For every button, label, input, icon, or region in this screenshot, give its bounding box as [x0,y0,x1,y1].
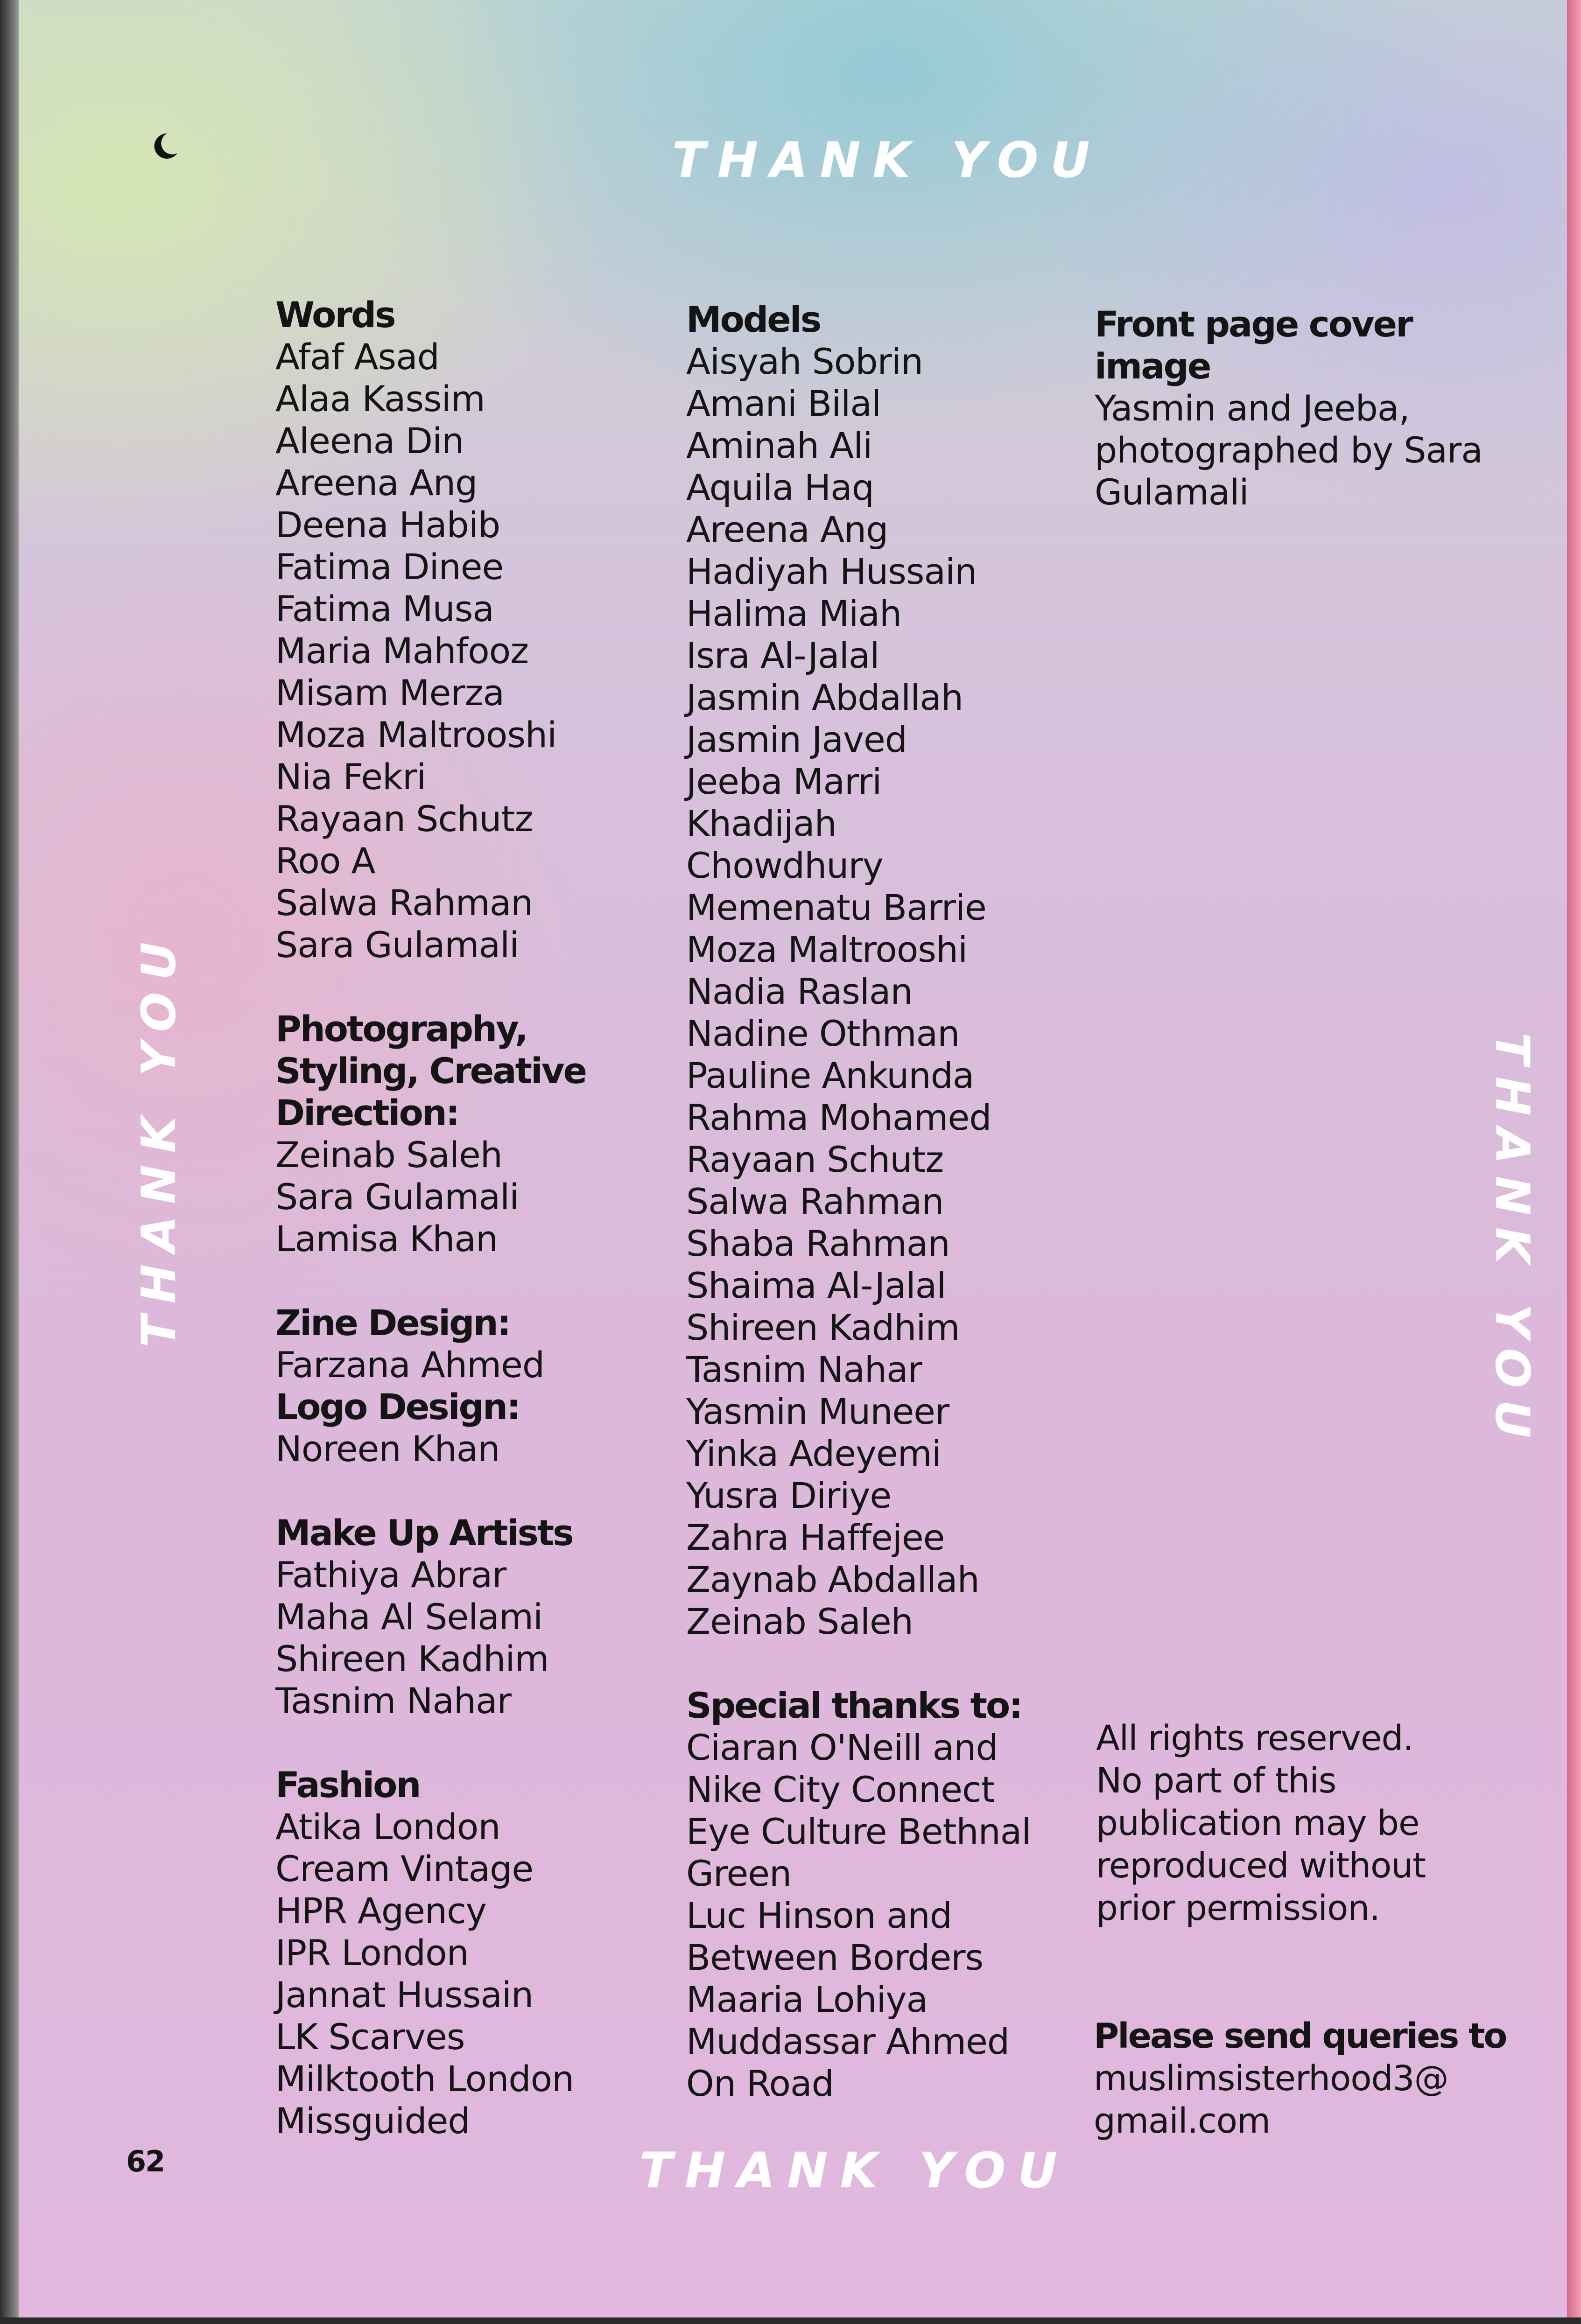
queries-heading: Please send queries to [1094,2016,1506,2056]
credit-name: Isra Al-Jalal [686,635,879,676]
credit-name: Fatima Dinee [275,546,504,588]
section-heading: Front page cover [1095,303,1412,345]
credit-name: Maria Mahfooz [275,630,529,672]
credit-name: Aisyah Sobrin [686,341,923,382]
credit-name: Zaynab Abdallah [686,1559,979,1600]
logo-design-section [275,1386,630,1470]
words-section [275,294,630,966]
section-heading: Photography, [275,1008,527,1050]
thanks-line: Between Borders [686,1937,984,1978]
credit-name: Areena Ang [686,509,888,550]
credit-name: Farzana Ahmed [275,1344,545,1386]
page-spine-edge [0,0,19,2324]
section-heading: Models [686,299,821,340]
credit-name: Moza Maltrooshi [686,929,968,970]
credit-name: Moza Maltrooshi [275,714,557,756]
credit-name: Yinka Adeyemi [686,1433,941,1474]
credit-name: Jeeba Marri [686,761,882,802]
credit-name: Rayaan Schutz [275,798,533,840]
credit-name: Rahma Mohamed [686,1097,991,1138]
credit-name: Pauline Ankunda [686,1055,974,1096]
credit-name: Fatima Musa [275,588,494,630]
credit-name: Sara Gulamali [275,924,519,966]
special-thanks-section [686,1685,1069,2105]
credit-name: Shaima Al-Jalal [686,1265,946,1306]
section-heading: image [1095,345,1210,387]
section-heading: Logo Design: [275,1386,520,1428]
models-section [686,299,1069,1643]
credit-name: Jannat Hussain [275,1974,534,2016]
credit-name: Yusra Diriye [686,1475,892,1516]
credit-name: Nia Fekri [275,756,426,798]
thanks-line: Ciaran O'Neill and [686,1727,998,1768]
credit-name: IPR London [275,1932,469,1974]
credit-name: Jasmin Javed [686,719,907,760]
photography-section [275,1008,630,1260]
credit-name: Amani Bilal [686,383,881,424]
section-heading: Styling, Creative [275,1050,586,1092]
credit-name: Zahra Haffejee [686,1517,945,1558]
section-heading: Direction: [275,1092,459,1134]
credit-name: Deena Habib [275,504,500,546]
credit-name: Nadia Raslan [686,971,913,1012]
credit-name: Atika London [275,1806,500,1848]
queries-contact [1094,2015,1514,2142]
credit-name: Zeinab Saleh [686,1601,913,1642]
credit-name: Aleena Din [275,420,464,462]
cover-credit-line: Yasmin and Jeeba, [1095,387,1410,429]
credit-name: Alaa Kassim [275,378,485,420]
thanks-line: Eye Culture Bethnal [686,1811,1031,1852]
credit-name: Noreen Khan [275,1428,500,1470]
credit-name: Memenatu Barrie [686,887,986,928]
credit-name: Nadine Othman [686,1013,960,1054]
rights-line: No part of this [1096,1761,1336,1801]
credit-name: Lamisa Khan [275,1218,498,1260]
thanks-line: Nike City Connect [686,1769,995,1810]
fashion-section [275,1764,630,2142]
credit-name: Salwa Rahman [686,1181,944,1222]
credit-name: Misam Merza [275,672,505,714]
thanks-line: Luc Hinson and [686,1895,952,1936]
credit-name: Rayaan Schutz [686,1139,944,1180]
credit-name: Salwa Rahman [275,882,533,924]
credits-column-2 [686,299,1069,2105]
rights-line: All rights reserved. [1096,1718,1413,1758]
credit-name: Jasmin Abdallah [686,677,963,718]
thank-you-banner-right: THANK YOU [1485,1032,1540,1450]
credit-name: Halima Miah [686,593,902,634]
credit-name: Zeinab Saleh [275,1134,502,1176]
credit-name: Aquila Haq [686,467,874,508]
rights-line: publication may be [1096,1803,1419,1843]
credit-name: Missguided [275,2100,470,2142]
thanks-line: Green [686,1853,792,1894]
page-right-edge [1567,0,1581,2324]
thanks-line: On Road [686,2063,834,2104]
credit-name: Shaba Rahman [686,1223,950,1264]
credit-name: Cream Vintage [275,1848,534,1890]
credit-name: Hadiyah Hussain [686,551,977,592]
thanks-line: Maaria Lohiya [686,1979,928,2020]
credit-name: Tasnim Nahar [686,1349,922,1390]
zine-design-section [275,1302,630,1386]
section-heading: Make Up Artists [275,1512,573,1554]
credits-column-1 [275,294,630,2142]
section-heading: Words [275,294,395,336]
credit-name: Roo A [275,840,375,882]
make-up-section [275,1512,630,1722]
credit-name: LK Scarves [275,2016,465,2058]
credit-name: Areena Ang [275,462,478,504]
credit-name: Khadijah [686,803,836,844]
contact-email-line: gmail.com [1094,2101,1271,2141]
credit-name: Yasmin Muneer [686,1391,949,1432]
credit-name: Fathiya Abrar [275,1554,506,1596]
contact-email-line: muslimsisterhood3@ [1094,2058,1448,2099]
thank-you-banner-top: THANK YOU [672,132,1102,189]
thank-you-banner-bottom: THANK YOU [639,2142,1069,2199]
rights-line: reproduced without [1096,1846,1426,1886]
credit-name: Shireen Kadhim [686,1307,960,1348]
page-bottom-edge [0,2317,1581,2324]
section-heading: Zine Design: [275,1302,510,1344]
rights-notice [1096,1717,1460,1930]
section-heading: Special thanks to: [686,1685,1022,1726]
credit-name: Milktooth London [275,2058,574,2100]
cover-credit-line: photographed by Sara [1095,429,1483,471]
thank-you-banner-left: THANK YOU [131,930,186,1348]
thanks-line: Muddassar Ahmed [686,2021,1010,2062]
section-heading: Fashion [275,1764,420,1806]
credit-name: Afaf Asad [275,336,439,378]
credit-name: Tasnim Nahar [275,1680,511,1722]
rights-line: prior permission. [1096,1888,1380,1928]
credit-name: Maha Al Selami [275,1596,543,1638]
page-number: 62 [126,2144,165,2178]
credit-name: Chowdhury [686,845,883,886]
credit-name: Aminah Ali [686,425,872,466]
crescent-moon-icon [148,130,181,162]
credit-name: Sara Gulamali [275,1176,519,1218]
credits-column-3 [1095,303,1496,513]
credit-name: Shireen Kadhim [275,1638,549,1680]
cover-credit-line: Gulamali [1095,471,1249,513]
credit-name: HPR Agency [275,1890,486,1932]
cover-credit-section [1095,303,1496,513]
